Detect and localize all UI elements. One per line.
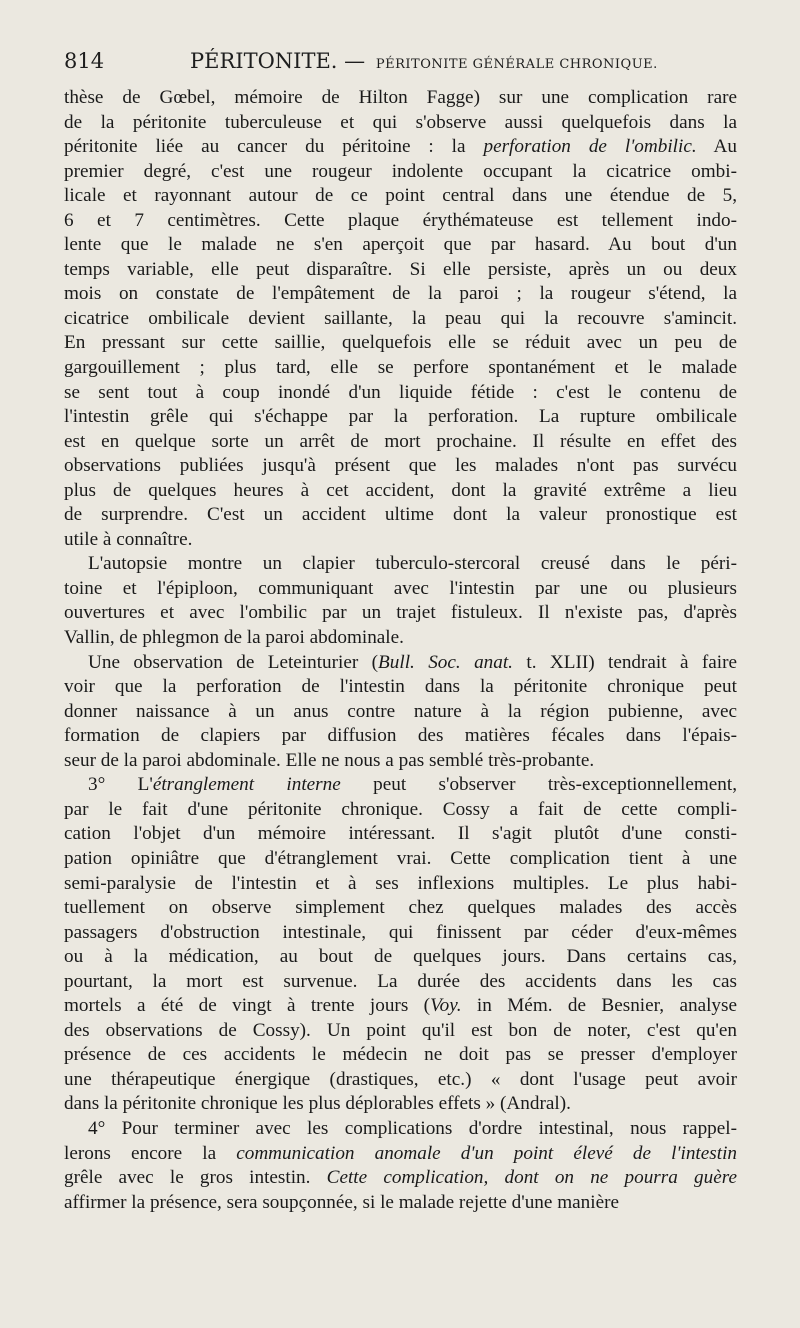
text-line: pourtant, la mort est survenue. La durée des accidents dans les cas	[64, 970, 737, 992]
text-line: affirmer la présence, sera soupçonnée, si le malade rejette d'une manière	[64, 1191, 620, 1213]
running-head-title: PÉRITONITE.	[190, 49, 338, 73]
text-line: tuellement on observe simplement chez quelques malades des accès	[64, 897, 737, 919]
text-line: premier degré, c'est une rougeur indolente occupant la cicatrice ombi-	[64, 160, 737, 182]
text-line	[64, 651, 737, 676]
text-line: l'intestin grêle qui s'échappe par la perforation. La rupture ombilicale	[64, 406, 737, 428]
text-line: Vallin, de phlegmon de la paroi abdominale.	[64, 627, 404, 649]
text-segment: peut s'observer très-exceptionnellement,	[340, 774, 737, 796]
text-line: semi-paralysie de l'intestin et à ses inflexions multiples. Le plus habi-	[64, 872, 737, 894]
text-line: se sent tout à coup inondé d'un liquide fétide : c'est le contenu de	[64, 381, 737, 403]
text-line: de la péritonite tuberculeuse et qui s'observe aussi quelquefois dans la	[64, 111, 737, 133]
italic-phrase: perforation de l'ombilic.	[483, 136, 697, 158]
text-line: cation l'objet d'un mémoire intéressant. Il s'agit plutôt d'une consti-	[64, 823, 737, 845]
text-line: toine et l'épiploon, communiquant avec l'intestin par une ou plusieurs	[64, 577, 737, 599]
text-line: ou à la médication, au bout de quelques jours. Dans certains cas,	[64, 946, 737, 968]
text-line: dans la péritonite chronique les plus déplorables effets » (Andral).	[64, 1093, 571, 1115]
text-segment: grêle avec le gros intestin.	[64, 1167, 311, 1189]
text-line: thèse de Gœbel, mémoire de Hilton Fagge) sur une complication rare	[64, 87, 737, 108]
page-number: 814	[64, 49, 105, 73]
italic-phrase: communication anomale d'un point élevé de l'intestin	[236, 1142, 737, 1164]
text-line: plus de quelques heures à cet accident, dont la gravité extrême a lieu	[64, 479, 737, 501]
body-text	[64, 86, 737, 1215]
text-line: une thérapeutique énergique (drastiques, etc.) « dont l'usage peut avoir	[64, 1068, 737, 1090]
text-line: 4° Pour terminer avec les complications d'ordre intestinal, nous rappel-	[88, 1117, 737, 1139]
text-segment: in Mém. de Besnier, analyse	[461, 995, 737, 1017]
text-line: par le fait d'une péritonite chronique. Cossy a fait de cette compli-	[64, 798, 737, 820]
text-segment: péritonite liée au cancer du péritoine : la	[64, 136, 484, 158]
running-head	[190, 49, 658, 73]
text-segment: lerons encore la	[64, 1142, 237, 1164]
text-segment: Une observation de Leteinturier (	[88, 651, 379, 673]
text-segment: t. XLII) tendrait à faire	[512, 651, 737, 673]
text-line	[64, 773, 737, 798]
text-line	[64, 994, 737, 1019]
text-line: mois on constate de l'empâtement de la paroi ; la rougeur s'étend, la	[64, 283, 737, 305]
text-line	[64, 135, 737, 160]
text-line: formation de clapiers par diffusion des matières fécales dans l'épais-	[64, 725, 737, 747]
italic-phrase: Cette complication, dont on ne pourra guère	[310, 1167, 737, 1189]
text-line: présence de ces accidents le médecin ne doit pas se presser d'employer	[64, 1044, 737, 1066]
running-head-subtitle: PÉRITONITE GÉNÉRALE CHRONIQUE.	[375, 57, 658, 72]
text-line: pation opiniâtre que d'étranglement vrai. Cette complication tient à une	[64, 847, 737, 869]
text-line: est en quelque sorte un arrêt de mort prochaine. Il résulte en effet des	[64, 430, 737, 452]
text-line	[64, 1166, 737, 1191]
text-line: En pressant sur cette saillie, quelquefois elle se réduit avec un peu de	[64, 332, 737, 354]
text-line: temps variable, elle peut disparaître. Si elle persiste, après un ou deux	[64, 258, 737, 280]
text-line: donner naissance à un anus contre nature à la région pubienne, avec	[64, 700, 737, 722]
text-segment: 3° L'	[88, 774, 153, 796]
text-segment: Au	[696, 136, 737, 158]
page-header	[64, 47, 736, 77]
text-line: utile à connaître.	[64, 528, 193, 550]
text-line: licale et rayonnant autour de ce point central dans une étendue de 5,	[64, 185, 737, 207]
italic-phrase: Bull. Soc. anat.	[378, 651, 513, 673]
text-line: voir que la perforation de l'intestin dans la péritonite chronique peut	[64, 676, 737, 698]
text-line: seur de la paroi abdominale. Elle ne nous a pas semblé très-probante.	[64, 749, 595, 771]
italic-phrase: Voy.	[430, 995, 462, 1017]
text-line: lente que le malade ne s'en aperçoit que par hasard. Au bout d'un	[64, 234, 737, 256]
text-line: cicatrice ombilicale devient saillante, la peau qui la recouvre s'amincit.	[64, 307, 737, 329]
text-line: L'autopsie montre un clapier tuberculo-stercoral creusé dans le péri-	[88, 553, 737, 575]
text-line: observations publiées jusqu'à présent que les malades n'ont pas survécu	[64, 455, 737, 477]
text-line: passagers d'obstruction intestinale, qui finissent par céder d'eux-mêmes	[64, 921, 737, 943]
text-line: gargouillement ; plus tard, elle se perfore spontanément et le malade	[64, 357, 737, 379]
running-head-dash: —	[344, 49, 366, 73]
text-line: de surprendre. C'est un accident ultime dont la valeur pronostique est	[64, 504, 737, 526]
italic-phrase: étranglement interne	[152, 774, 341, 796]
text-segment: mortels a été de vingt à trente jours (	[64, 995, 431, 1017]
text-line: ouvertures et avec l'ombilic par un trajet fistuleux. Il n'existe pas, d'après	[64, 602, 737, 624]
text-line	[64, 1142, 737, 1167]
text-line: 6 et 7 centimètres. Cette plaque érythémateuse est tellement indo-	[64, 209, 737, 231]
text-line: des observations de Cossy). Un point qu'il est bon de noter, c'est qu'en	[64, 1019, 737, 1041]
